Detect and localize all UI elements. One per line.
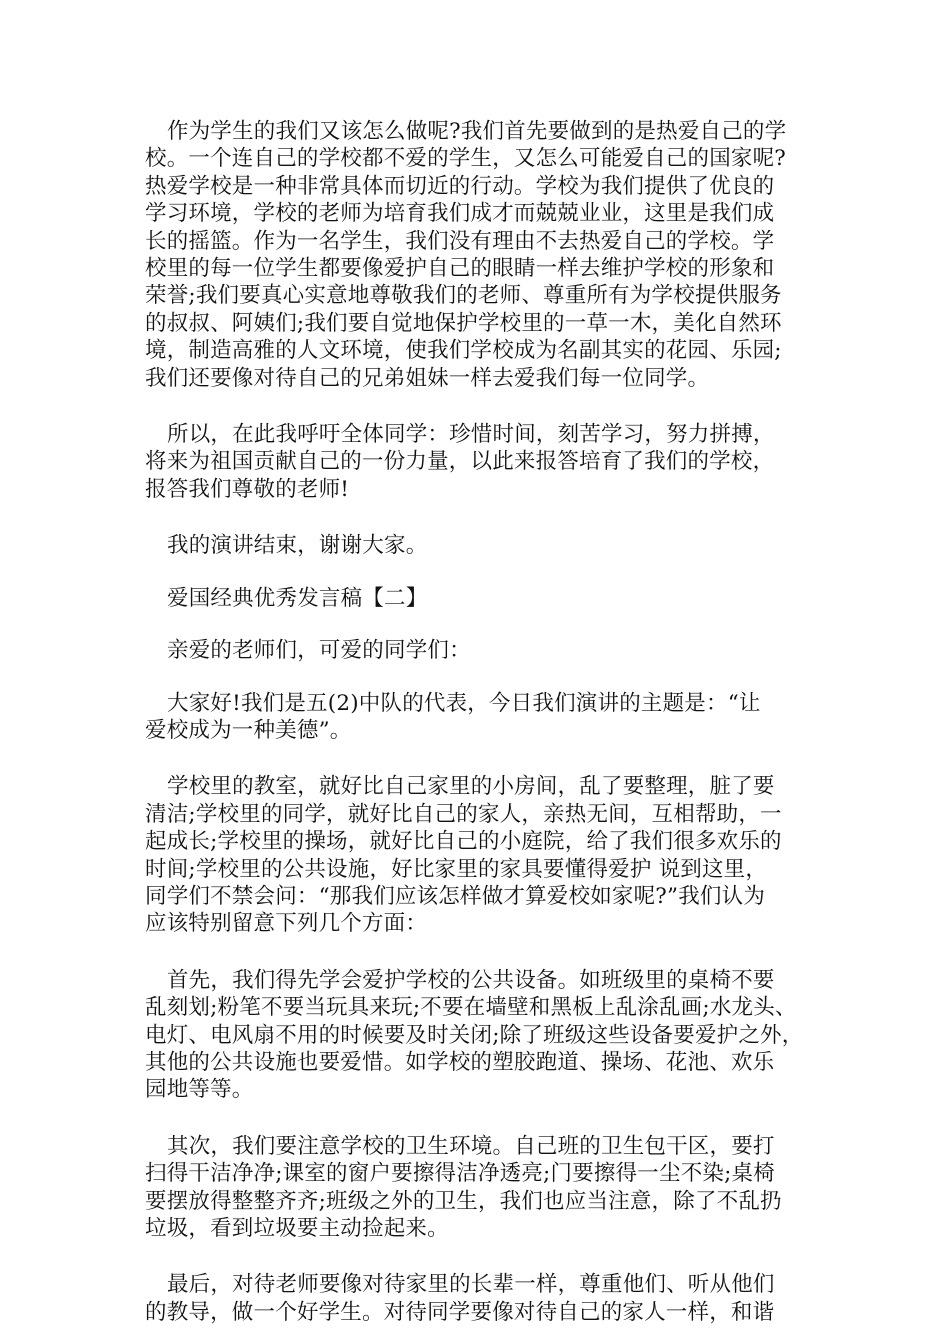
paragraph: 首先，我们得先学会爱护学校的公共设备。如班级里的桌椅不要 乱刻划;粉笔不要当玩具来玩;不要在墙壁和黑板上乱涂乱画;水龙头、 电灯、电风扇不用的时候要及时关闭;除了班级这些设备要爱护之外， 其他的公共设施也要爱惜。如学校的塑胶跑道、操场、花池、欢乐 园地等等。	[145, 967, 804, 1103]
paragraph: 其次，我们要注意学校的卫生环境。自己班的卫生包干区，要打 扫得干洁净净;课室的窗户要擦得洁净透亮;门要擦得一尘不染;桌椅 要摆放得整整齐齐;班级之外的卫生，我们也应当注意，除了不乱扔 垃圾，看到垃圾要主动捡起来。	[145, 1133, 782, 1241]
section-heading: 爱国经典优秀发言稿【二】	[167, 585, 428, 611]
paragraph: 我的演讲结束，谢谢大家。	[167, 533, 428, 559]
paragraph: 所以，在此我呼吁全体同学：珍惜时间，刻苦学习，努力拼搏， 将来为祖国贡献自己的一份力量，以此来报答培育了我们的学校， 报答我们尊敬的老师!	[145, 422, 775, 502]
paragraph: 作为学生的我们又该怎么做呢?我们首先要做到的是热爱自己的学 校。一个连自己的学校都不爱的学生，又怎么可能爱自己的国家呢? 热爱学校是一种非常具体而切近的行动。学校为我们提供了优良的 学习环境，学校的老师为培育我们成才而兢兢业业，这里是我们成 长的摇篮。作为一名学生，我们没有理由不去热爱自己的学校。学 校里的每一位学生都要像爱护自己的眼睛一样去维护学校的形象和 荣誉;我们要真心实意地尊敬我们的老师、尊重所有为学校提供服务 的叔叔、阿姨们;我们要自觉地保护学校里的一草一木，美化自然环 境，制造高雅的人文环境，使我们学校成为名副其实的花园、乐园; 我们还要像对待自己的兄弟姐妹一样去爱我们每一位同学。	[145, 119, 787, 391]
salutation: 亲爱的老师们，可爱的同学们：	[167, 638, 471, 664]
paragraph: 学校里的教室，就好比自己家里的小房间，乱了要整理，脏了要 清洁;学校里的同学，就好比自己的家人，亲热无间，互相帮助，一 起成长;学校里的操场，就好比自己的小庭院，给了我们很多欢乐的 时间;学校里的公共设施，好比家里的家具要懂得爱护 说到这里， 同学们不禁会问：“那我们应该怎样做才算爱校如家呢?”我们认为 应该特别留意下列几个方面：	[145, 774, 782, 937]
paragraph: 大家好!我们是五(2)中队的代表，今日我们演讲的主题是：“让 爱校成为一种美德”。	[145, 690, 761, 743]
paragraph: 最后，对待老师要像对待家里的长辈一样，尊重他们、听从他们 的教导，做一个好学生。对待同学要像对待自己的家人一样，和谐	[145, 1272, 775, 1325]
